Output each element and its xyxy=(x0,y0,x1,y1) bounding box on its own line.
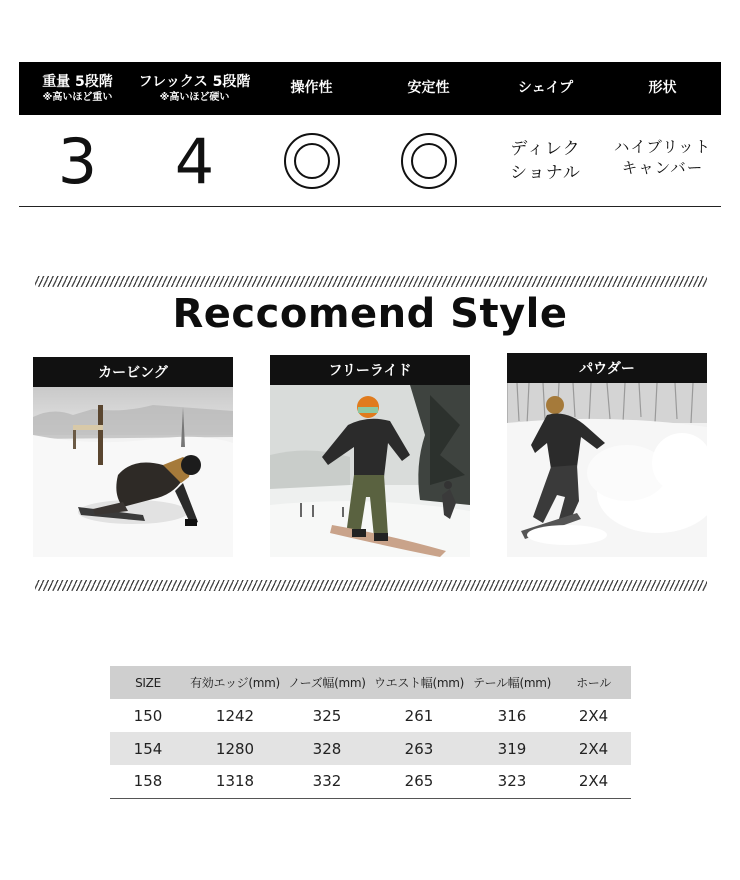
flex-value: 4 xyxy=(174,124,215,198)
style-label: カービング xyxy=(33,357,233,387)
edge-cell: 1280 xyxy=(186,732,284,765)
recommend-title: Reccomend Style xyxy=(172,291,568,337)
spec-shape-cell xyxy=(487,115,604,206)
nose-cell: 325 xyxy=(312,706,342,725)
double-circle-icon xyxy=(401,133,457,189)
tail-cell: 319 xyxy=(468,732,556,765)
tail-cell: 316 xyxy=(497,706,527,725)
weight-value: 3 xyxy=(57,124,98,198)
style-card-freeride xyxy=(270,355,470,557)
table-row xyxy=(110,765,631,798)
spec-header-label: 形状 xyxy=(648,80,677,96)
tail-cell: 323 xyxy=(468,765,556,798)
spec-weight-cell xyxy=(19,115,136,206)
hole-col-header: ホール xyxy=(556,666,631,699)
freeride-photo xyxy=(270,385,470,557)
hatched-divider xyxy=(35,276,707,287)
spec-value-row xyxy=(19,115,721,207)
carving-photo xyxy=(33,387,233,557)
hatched-divider xyxy=(35,580,707,591)
hole-cell: 2X4 xyxy=(556,732,631,765)
hole-cell: 2X4 xyxy=(578,706,609,725)
nose-cell: 328 xyxy=(284,732,370,765)
tail-col-header: テール幅(mm) xyxy=(468,666,556,699)
style-label: パウダー xyxy=(507,353,707,383)
spec-stability-cell xyxy=(370,115,487,206)
nose-cell: 332 xyxy=(284,765,370,798)
size-cell: 150 xyxy=(133,706,163,725)
style-label: フリーライド xyxy=(270,355,470,385)
spec-header-stability xyxy=(370,62,487,115)
spec-header-note: ※高いほど重い xyxy=(42,91,113,103)
spec-header-row xyxy=(19,62,721,115)
spec-header-label: シェイプ xyxy=(517,80,574,96)
spec-table xyxy=(19,62,721,207)
waist-cell: 265 xyxy=(370,765,468,798)
size-col-header: SIZE xyxy=(110,666,186,699)
waist-cell: 263 xyxy=(370,732,468,765)
size-table-header-row xyxy=(110,666,631,699)
edge-cell: 1242 xyxy=(215,706,255,725)
table-row xyxy=(110,699,631,732)
spec-header-shape xyxy=(487,62,604,115)
spec-header-profile xyxy=(604,62,721,115)
style-card-powder xyxy=(507,353,707,557)
powder-photo xyxy=(507,383,707,557)
edge-cell: 1318 xyxy=(186,765,284,798)
style-card-carving xyxy=(33,357,233,557)
size-cell: 154 xyxy=(110,732,186,765)
spec-handling-cell xyxy=(253,115,370,206)
spec-header-label: フレックス 5段階 xyxy=(138,73,251,90)
spec-flex-cell xyxy=(136,115,253,206)
table-row xyxy=(110,732,631,765)
profile-value: ハイブリット キャンバー xyxy=(613,137,712,177)
spec-header-label: 安定性 xyxy=(407,80,450,96)
spec-header-weight xyxy=(19,62,136,115)
spec-profile-cell xyxy=(604,115,721,206)
spec-header-label: 操作性 xyxy=(290,80,333,96)
size-cell: 158 xyxy=(110,765,186,798)
spec-header-note: ※高いほど硬い xyxy=(159,91,230,103)
waist-cell: 261 xyxy=(404,706,434,725)
nose-col-header: ノーズ幅(mm) xyxy=(284,666,370,699)
spec-header-handling xyxy=(253,62,370,115)
spec-header-label: 重量 5段階 xyxy=(42,73,113,90)
double-circle-icon xyxy=(284,133,340,189)
hole-cell: 2X4 xyxy=(556,765,631,798)
waist-col-header: ウエスト幅(mm) xyxy=(370,666,468,699)
size-table xyxy=(110,666,631,799)
spec-header-flex xyxy=(136,62,253,115)
edge-col-header: 有効エッジ(mm) xyxy=(186,666,284,699)
shape-value: ディレク ショナル xyxy=(510,138,581,183)
